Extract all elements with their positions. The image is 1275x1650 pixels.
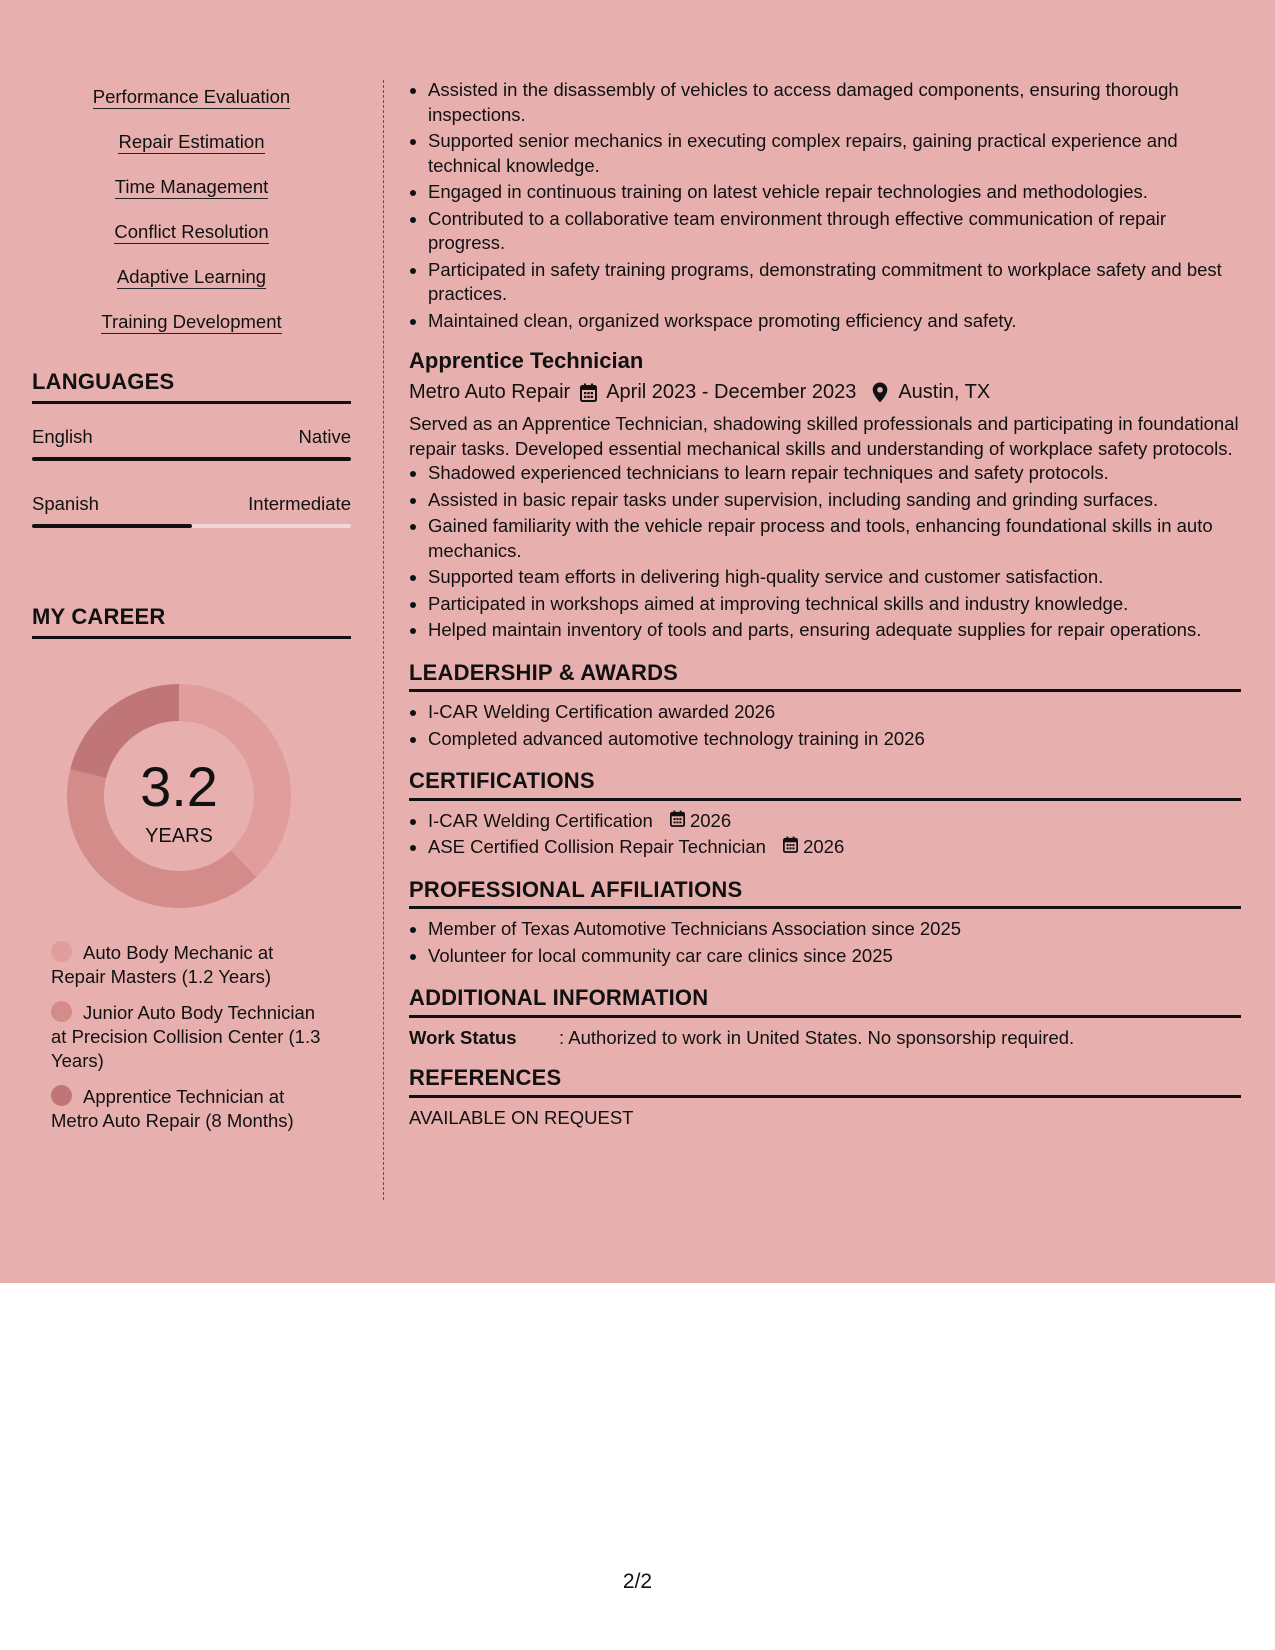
skill-item: Performance Evaluation	[92, 86, 291, 107]
language-row	[32, 426, 351, 448]
awards-heading: LEADERSHIP & AWARDS	[409, 661, 1241, 693]
language-level: Native	[298, 426, 351, 447]
bullet-item: • Supported senior mechanics in executing complex repairs, gaining practical experience and technical knowledge.	[428, 129, 1241, 178]
skill-item: Conflict Resolution	[114, 221, 269, 242]
work-status-row	[409, 1026, 1241, 1051]
certification-date	[783, 835, 844, 860]
legend-dot	[51, 1085, 72, 1106]
additional-info-heading: ADDITIONAL INFORMATION	[409, 986, 1241, 1018]
job-summary: Served as an Apprentice Technician, shadowing skilled professionals and participating in foundational repair tasks. Developed essential mechanical skills and understanding of workplace safety protocols.	[409, 413, 1239, 459]
language-name: Spanish	[32, 493, 99, 514]
certifications-list	[409, 809, 1241, 860]
skill-item: Training Development	[101, 311, 282, 332]
affiliation-item: • Volunteer for local community car care clinics since 2025	[428, 944, 1241, 969]
language-proficiency-fill	[32, 524, 192, 528]
additional-info-section	[409, 986, 1241, 1050]
career-heading: MY CAREER	[32, 604, 351, 639]
bullet-item: • Supported team efforts in delivering high-quality service and customer satisfaction.	[428, 565, 1241, 590]
certifications-section	[409, 769, 1241, 860]
certification-name: I-CAR Welding Certification	[428, 809, 653, 831]
job-meta	[409, 379, 1241, 405]
bullet-item: • Assisted in the disassembly of vehicles to access damaged components, ensuring thorough inspections.	[428, 78, 1241, 127]
bullet-item: • Maintained clean, organized workspace promoting efficiency and safety.	[428, 309, 1241, 334]
page-number: 2/2	[622, 1570, 653, 1593]
certification-date	[670, 809, 731, 834]
affiliations-list	[409, 917, 1241, 968]
affiliations-section	[409, 878, 1241, 969]
bullet-item: • Helped maintain inventory of tools and parts, ensuring adequate supplies for repair operations.	[428, 618, 1241, 643]
job-entry	[409, 347, 1241, 643]
awards-list	[409, 700, 1241, 751]
career-legend-item: Junior Auto Body Technician at Precision Collision Center (1.3 Years)	[51, 1002, 321, 1071]
calendar-icon	[783, 835, 798, 860]
references-heading: REFERENCES	[409, 1066, 1241, 1098]
calendar-icon	[578, 381, 598, 403]
references-section	[409, 1066, 1241, 1130]
references-text: AVAILABLE ON REQUEST	[409, 1106, 634, 1128]
previous-job-bullets	[409, 78, 1241, 333]
skills-list	[32, 84, 351, 335]
language-proficiency-bar	[32, 457, 351, 461]
legend-dot	[51, 1001, 72, 1022]
career-legend-item: Auto Body Mechanic at Repair Masters (1.2 Years)	[51, 942, 274, 987]
right-column	[409, 78, 1241, 1130]
job-location: Austin, TX	[898, 381, 991, 403]
language-proficiency-fill	[32, 457, 351, 461]
work-status-value: : Authorized to work in United States. No sponsorship required.	[559, 1026, 1075, 1048]
calendar-icon	[670, 809, 685, 834]
job-dates: April 2023 - December 2023	[606, 381, 857, 403]
certification-item	[428, 835, 1241, 860]
skill-item: Repair Estimation	[118, 131, 265, 152]
languages-section	[32, 369, 351, 528]
career-legend-item: Apprentice Technician at Metro Auto Repair (8 Months)	[51, 1086, 294, 1131]
language-proficiency-bar	[32, 524, 351, 528]
certification-item	[428, 809, 1241, 834]
skill-item: Adaptive Learning	[116, 266, 267, 287]
legend-dot	[51, 941, 72, 962]
languages-heading: LANGUAGES	[32, 369, 351, 404]
bullet-item: • Shadowed experienced technicians to learn repair techniques and safety protocols.	[428, 461, 1241, 486]
bullet-item: • Engaged in continuous training on latest vehicle repair technologies and methodologies.	[428, 180, 1241, 205]
affiliation-item: • Member of Texas Automotive Technicians Association since 2025	[428, 917, 1241, 942]
career-donut-chart	[64, 681, 294, 911]
location-pin-icon	[870, 381, 890, 403]
career-legend	[51, 941, 331, 1133]
language-level: Intermediate	[248, 493, 351, 514]
certification-year: 2026	[803, 836, 845, 857]
bullet-item: • Participated in safety training programs, demonstrating commitment to workplace safety and best practices.	[428, 258, 1241, 307]
career-total-years: 3.2	[140, 755, 218, 818]
certification-name: ASE Certified Collision Repair Technician	[428, 836, 766, 857]
job-title: Apprentice Technician	[409, 348, 644, 373]
column-divider	[383, 80, 384, 1200]
career-total-unit: YEARS	[145, 825, 213, 847]
bullet-item: • Participated in workshops aimed at improving technical skills and industry knowledge.	[428, 592, 1241, 617]
certifications-heading: CERTIFICATIONS	[409, 769, 1241, 801]
bullet-item: • Assisted in basic repair tasks under supervision, including sanding and grinding surfaces.	[428, 488, 1241, 513]
language-name: English	[32, 426, 93, 447]
job-bullets	[409, 461, 1241, 643]
awards-section	[409, 661, 1241, 752]
award-item: • Completed advanced automotive technology training in 2026	[428, 727, 1241, 752]
bullet-item: • Gained familiarity with the vehicle repair process and tools, enhancing foundational skills in auto mechanics.	[428, 514, 1241, 563]
language-row	[32, 493, 351, 515]
work-status-label: Work Status	[409, 1026, 517, 1048]
affiliations-heading: PROFESSIONAL AFFILIATIONS	[409, 878, 1241, 910]
award-item: • I-CAR Welding Certification awarded 2026	[428, 700, 1241, 725]
career-section	[32, 604, 351, 1133]
left-column	[32, 84, 351, 1145]
bullet-item: • Contributed to a collaborative team environment through effective communication of repair progress.	[428, 207, 1241, 256]
job-company: Metro Auto Repair	[409, 381, 571, 403]
certification-year: 2026	[689, 809, 732, 831]
skill-item: Time Management	[114, 176, 269, 197]
